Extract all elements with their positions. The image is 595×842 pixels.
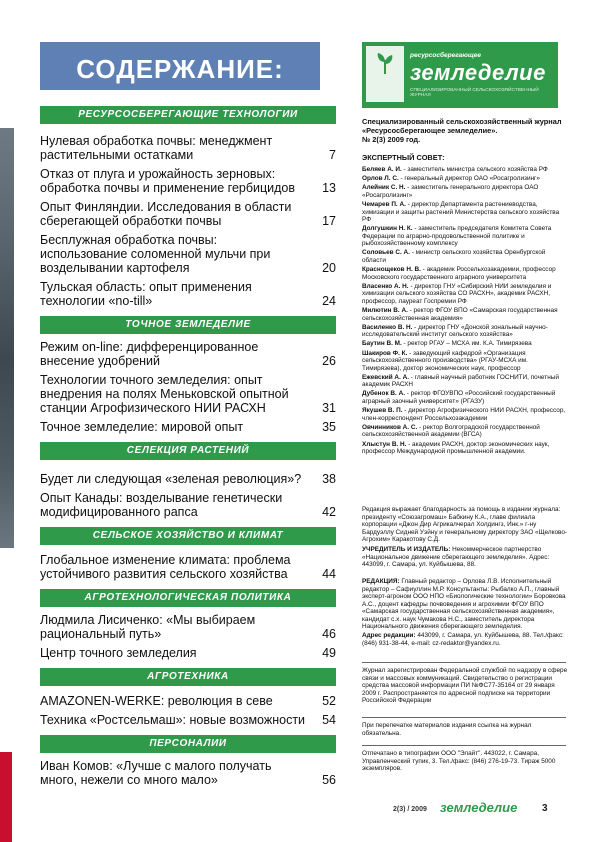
editorial-address <box>362 632 568 647</box>
toc-entry-title: Технологии точного земледелия: опыт внедрения на полях Меньковской опытной станции Агрофизического НИИ РАСХН <box>40 373 289 415</box>
editorial-info <box>362 578 568 631</box>
section-heading: ТОЧНОЕ ЗЕМЛЕДЕЛИЕ <box>40 316 336 334</box>
council-member-desc: - ректор РГАУ – МСХА им. К.А. Тимирязева <box>401 340 532 348</box>
council-member <box>362 424 568 439</box>
logo-tagline: СПЕЦИАЛИЗИРОВАННЫЙ СЕЛЬСКОХОЗЯЙСТВЕННЫЙ ЖУРНАЛ <box>410 88 539 98</box>
council-member <box>362 184 568 199</box>
edge-white <box>0 548 14 660</box>
sprout-icon <box>376 52 394 74</box>
printing-info: Отпечатано в типографии ООО "Элайт". 443022, г. Самара, Управленческий тупик, 3. Тел./факс: (846) 276-19-73. Тираж 5000 экземпляров. <box>362 750 556 772</box>
council-member-name: Ежевский А. А. <box>362 373 409 381</box>
address-text: 443099, г. Самара, ул. Куйбышева, 88. Тел./факс: (846) 931-38-44, e-mail: cz-redaktor@yandex.ru. <box>362 632 564 647</box>
toc-entry[interactable] <box>40 340 340 368</box>
toc-entry[interactable] <box>40 553 340 581</box>
council-member-name: Беляев А. И. <box>362 166 402 173</box>
toc-entry-page: 54 <box>322 713 336 727</box>
footer-logo: земледелие <box>440 800 518 815</box>
toc-entry-title: Нулевая обработка почвы: менеджмент растительными остатками <box>40 134 273 162</box>
council-member-name: Шакиров Ф. К. <box>362 349 408 357</box>
council-member-desc: - академик РАСХН, доктор экономических наук, профессор Международной промышленной академии. <box>362 440 550 455</box>
toc-entry[interactable] <box>40 646 340 660</box>
council-member-name: Хлыстун В. Н. <box>362 440 407 448</box>
toc-entry-title: Центр точного земледелия <box>40 646 197 660</box>
council-member <box>362 249 568 264</box>
toc-entry-title: Бесплужная обработка почвы: использование соломенной мульчи при возделывании картофеля <box>40 233 271 275</box>
council-member-desc: - ректор ФГОУВПО «Российский государственный аграрный заочный университет» (РГАЗУ) <box>362 390 556 405</box>
toc-entry-title: Людмила Лисиченко: «Мы выбираем рациональный путь» <box>40 613 256 641</box>
divider <box>362 717 566 718</box>
council-member-name: Якушев В. П. <box>362 407 403 415</box>
council-member-name: Чемарев П. А. <box>362 201 406 209</box>
council-member-desc: - генеральный директор ОАО «Росагролизинг» <box>398 175 540 183</box>
toc-entry-page: 20 <box>322 261 336 275</box>
council-member <box>362 350 568 373</box>
toc-entry-page: 7 <box>329 148 336 162</box>
toc-entry-page: 52 <box>322 694 336 708</box>
council-member-desc: - заведующий кафедрой «Организация сельскохозяйственного производства» (РГАУ-МСХА им. Тимирязева), доктор экономических наук, профессор <box>362 349 528 372</box>
toc-entry-title: Техника «Ростсельмаш»: новые возможности <box>40 713 306 727</box>
council-member <box>362 324 568 339</box>
council-member-name: Дубенок В. А. <box>362 390 405 398</box>
toc-entry-page: 24 <box>322 294 336 308</box>
left-edge-strip <box>0 0 14 842</box>
reprint-note: При перепечатке материалов издания ссылка на журнал обязательна. <box>362 722 532 737</box>
council-member-desc: - ректор Волгоградской государственной сельскохозяйственной академии (ВГСА) <box>362 423 540 439</box>
expert-council-list <box>362 166 568 457</box>
toc-entry[interactable] <box>40 167 340 195</box>
journal-line-2: «Ресурсосберегающее земледелие». <box>362 125 498 135</box>
council-member-desc: - ректор ФГОУ ВПО «Самарская государственная сельскохозяйственная академия» <box>362 307 558 322</box>
journal-line-3: № 2(3) 2009 год. <box>362 134 421 144</box>
toc-entry-page: 46 <box>322 627 336 641</box>
footer-issue: 2(3) / 2009 <box>393 806 427 813</box>
toc-entry[interactable] <box>40 233 340 275</box>
toc-entry-page: 56 <box>322 773 336 787</box>
council-member-desc: - директор ГНУ «Сибирский НИИ земледелия и химизации сельского хозяйства СО РАСХН», академик РАСХН, профессор, лауреат Госпремии РФ <box>362 282 552 305</box>
council-member-name: Власенко А. Н. <box>362 282 409 290</box>
divider <box>362 745 566 746</box>
toc-entry-title: Будет ли следующая «зеленая революция»? <box>40 472 302 486</box>
council-member-desc: - заместитель председателя Комитета Совета Федерации по аграрно-продовольственной политике и рыбохозяйственному комплексу <box>362 225 552 248</box>
council-member <box>362 441 568 456</box>
logo-big-text: земледелие <box>410 60 546 85</box>
founder-label: УЧРЕДИТЕЛЬ И ИЗДАТЕЛЬ: <box>362 546 451 553</box>
toc-entry[interactable] <box>40 472 340 486</box>
founder-text: Некоммерческое партнерство «Национальное движение сберегающего земледелия». Адрес: 443099, г. Самара, ул. Куйбышева, 88. <box>362 546 550 568</box>
council-member-name: Баутин В. М. <box>362 340 402 348</box>
toc-entry-page: 35 <box>322 420 336 434</box>
council-member <box>362 340 568 348</box>
page-title: СОДЕРЖАНИЕ: <box>76 54 284 84</box>
logo-small-text: ресурсосберегающее <box>410 52 481 59</box>
council-member-name: Овчинников А. С. <box>362 423 418 431</box>
toc-entry-page: 38 <box>322 472 336 486</box>
toc-entry[interactable] <box>40 491 340 519</box>
toc-entry[interactable] <box>40 694 340 708</box>
council-member-desc: - министр сельского хозяйства Оренбургской области <box>362 249 546 264</box>
council-member-name: Василенко В. Н. <box>362 323 413 331</box>
council-member-desc: - директор ГНУ «Донской зональный научно-исследовательский институт сельского хозяйства» <box>362 323 548 339</box>
section-heading: СЕЛЕКЦИЯ РАСТЕНИЙ <box>40 442 336 460</box>
toc-entry-page: 13 <box>322 181 336 195</box>
council-member-desc: - заместитель министра сельского хозяйства РФ <box>401 166 548 173</box>
council-member-desc: - директор Департамента растениеводства, химизации и защиты растений Министерства сельского хозяйства РФ <box>362 201 560 224</box>
toc-entry-title: Отказ от плуга и урожайность зерновых: обработка почвы и применение гербицидов <box>40 167 296 195</box>
section-heading: АГРОТЕХНИКА <box>40 668 336 686</box>
toc-entry[interactable] <box>40 613 340 641</box>
toc-entry-title: Опыт Финляндии. Исследования в области сберегающей обработки почвы <box>40 200 292 228</box>
toc-entry[interactable] <box>40 759 340 787</box>
toc-entry[interactable] <box>40 280 340 308</box>
toc-entry-title: Точное земледелие: мировой опыт <box>40 420 244 434</box>
logo-emblem <box>366 46 404 102</box>
council-member <box>362 390 568 405</box>
toc-entry[interactable] <box>40 713 340 727</box>
toc-title-box <box>40 42 320 90</box>
council-member-name: Соловьев С. А. <box>362 249 410 257</box>
council-member <box>362 201 568 224</box>
address-label: Адрес редакции: <box>362 632 416 639</box>
toc-entry-page: 26 <box>322 354 336 368</box>
council-heading: ЭКСПЕРТНЫЙ СОВЕТ: <box>362 153 445 162</box>
toc-entry-page: 49 <box>322 646 336 660</box>
toc-entry-page: 44 <box>322 567 336 581</box>
council-member <box>362 283 568 306</box>
council-member-name: Долгушкин Н. К. <box>362 225 413 233</box>
toc-entry[interactable] <box>40 200 340 228</box>
council-member <box>362 407 568 422</box>
council-member <box>362 166 568 174</box>
toc-entry-page: 31 <box>322 401 336 415</box>
editorial-text: Главный редактор – Орлова Л.В. Исполнительный редактор – Сафиуллин М.Р. Консультанты: Рыбалко А.П., главный эксперт-агроном ООО НПО «Биологические технологии» Боровкова А.С., доцент кафедры почвоведения и агрохимии ФГОУ ВПО «Самарская государственная сельскохозяйственная академия», кандидат с.х. наук Чумакова Н.С., заместитель директора Национального движения сберегающего земледелия. <box>362 578 566 630</box>
journal-line-1: Специализированный сельскохозяйственный журнал <box>362 117 562 126</box>
toc-entry[interactable] <box>40 373 340 415</box>
thanks-note: Редакция выражает благодарность за помощь в издании журнала: президенту «Союзагромаш» Бабкину К.А., главе филиала корпорации «Джон Дир Агрикалчерал Холдингз, Инк.» г-ну Бардуэллу Сидней Уэйну и генеральному директору ЗАО «Щелково-Агрохим» Каракотову С.Д. <box>362 506 568 543</box>
council-member-name: Орлов Л. С. <box>362 175 399 183</box>
council-member <box>362 266 568 281</box>
toc-entry-title: Режим on-line: дифференцированное внесение удобрений <box>40 340 259 368</box>
journal-logo <box>362 42 558 108</box>
toc-entry[interactable] <box>40 420 340 434</box>
council-member-name: Краснощеков Н. В. <box>362 266 421 274</box>
council-member <box>362 307 568 322</box>
toc-entry-title: Глобальное изменение климата: проблема устойчивого развития сельского хозяйства <box>40 553 291 581</box>
council-member <box>362 225 568 248</box>
editorial-label: РЕДАКЦИЯ: <box>362 578 400 585</box>
section-heading: АГРОТЕХНОЛОГИЧЕСКАЯ ПОЛИТИКА <box>40 589 336 607</box>
toc-entry-page: 17 <box>322 214 336 228</box>
toc-entry-page: 42 <box>322 505 336 519</box>
council-member-desc: - заместитель генерального директора ОАО «Росагролизинг» <box>362 184 539 199</box>
founder-info <box>362 546 568 569</box>
section-heading: СЕЛЬСКОЕ ХОЗЯЙСТВО И КЛИМАТ <box>40 527 336 545</box>
council-member-desc: - главный научный работник ГОСНИТИ, почетный академик РАСХН <box>362 373 559 389</box>
toc-entry-title: AMAZONEN-WERKE: революция в севе <box>40 694 273 708</box>
section-heading: ПЕРСОНАЛИИ <box>40 735 336 753</box>
toc-entry-title: Опыт Канады: возделывание генетически модифицированного рапса <box>40 491 283 519</box>
edge-photo <box>0 128 14 548</box>
council-member-desc: - директор Агрофизического НИИ РАСХН, профессор, член-корреспондент Россельхозакадемии <box>362 407 566 422</box>
journal-title <box>362 118 568 144</box>
divider <box>362 662 566 663</box>
toc-entry-title: Иван Комов: «Лучше с малого получать много, нежели со много мало» <box>40 759 272 787</box>
registration-info: Журнал зарегистрирован Федеральной службой по надзору в сфере связи и массовых коммуникаций. Свидетельство о регистрации средства массовой информации ПИ №ФС77-35164 от 29 января 2009 г. Распространяется по адресной подписке на территории Российской Федерации <box>362 667 568 704</box>
council-member <box>362 374 568 389</box>
council-member <box>362 175 568 183</box>
table-of-contents <box>40 106 340 787</box>
council-member-name: Алейник С. Н. <box>362 184 406 192</box>
toc-entry-title: Тульская область: опыт применения технологии «no-till» <box>40 280 252 308</box>
toc-entry[interactable] <box>40 134 340 162</box>
council-member-name: Милютин В. А. <box>362 307 408 314</box>
page-number: 3 <box>542 803 548 814</box>
edge-red-bar <box>0 752 12 842</box>
council-member-desc: - академик Россельхозакадемии, профессор Московского государственного аграрного университета <box>362 266 556 281</box>
section-heading: РЕСУРСОСБЕРЕГАЮЩИЕ ТЕХНОЛОГИИ <box>40 106 336 124</box>
